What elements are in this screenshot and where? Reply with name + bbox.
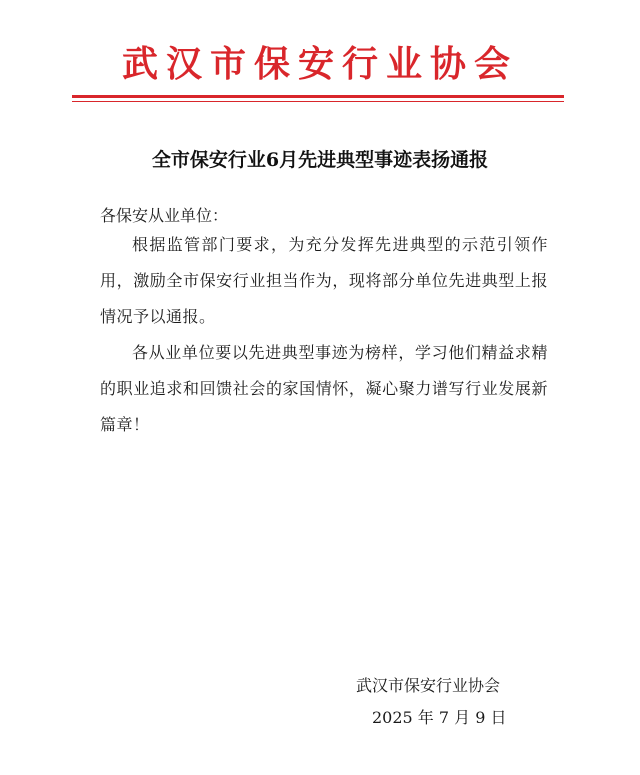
document-title: 全市保安行业6月先进典型事迹表扬通报	[151, 149, 489, 171]
signature-date: 2025 年 7 月 9 日	[372, 708, 507, 727]
signature-org: 武汉市保安行业协会	[356, 676, 501, 695]
body-paragraph-1: 根据监管部门要求，为充分发挥先进典型的示范引领作用，激励全市保安行业担当作为，现将部分单位先进典型上报情况予以通报。	[100, 235, 548, 326]
body-paragraph-2: 各从业单位要以先进典型事迹为榜样，学习他们精益求精的职业追求和回馈社会的家国情怀，凝心聚力谱写行业发展新篇章！	[100, 343, 548, 434]
header-divider-thick	[72, 95, 564, 98]
header-divider-thin	[72, 101, 564, 102]
org-header: 武汉市保安行业协会	[121, 43, 518, 85]
salutation: 各保安从业单位：	[100, 206, 229, 225]
